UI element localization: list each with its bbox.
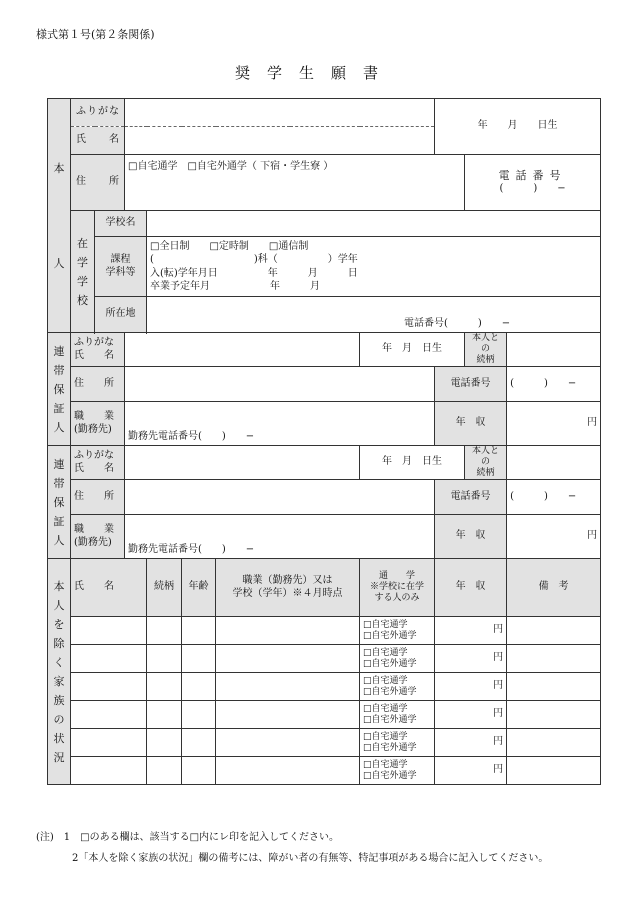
guarantor2-address-label: 住 所 — [71, 480, 125, 515]
family-income-cell[interactable]: 円 — [435, 729, 507, 757]
furigana-label: ふ り が な — [71, 99, 125, 127]
family-age-cell[interactable] — [182, 701, 216, 729]
family-remarks-cell[interactable] — [507, 617, 601, 645]
guarantor2-phone-field[interactable]: ( ) − — [507, 480, 601, 515]
family-row — [48, 729, 601, 757]
note-2: 2「本人を除く家族の状況」欄の備考には、障がい者の有無等、特記事項がある場合に記入してください。 — [72, 853, 549, 864]
family-row — [48, 757, 601, 785]
applicant-birth-date[interactable]: 年 月 日生 — [435, 99, 601, 155]
applicant-address-field[interactable] — [125, 155, 465, 211]
location-label: 所在地 — [95, 297, 147, 333]
guarantor2-income-label: 年 収 — [435, 515, 507, 559]
guarantor1-occupation-label: 職 業 (勤務先) — [71, 402, 125, 446]
family-header-relation: 続柄 — [147, 559, 182, 617]
course-field[interactable]: □全日制 □定時制 □通信制 ( )科（ ）学年 入(転)学年月日 年 月 日 卒業予定年月 年 月 — [147, 237, 601, 297]
guarantor2-relation-label: 本人との 続柄 — [465, 446, 507, 480]
guarantor2-relation-field[interactable] — [507, 446, 601, 480]
family-remarks-cell[interactable] — [507, 673, 601, 701]
applicant-section-label: 本 人 — [48, 99, 71, 333]
family-relation-cell[interactable] — [147, 673, 182, 701]
family-remarks-cell[interactable] — [507, 757, 601, 785]
school-section-label: 在 学 学 校 — [71, 211, 95, 333]
commute-options[interactable]: □自宅通学 □自宅外通学（ 下宿・学生寮 ） — [128, 161, 334, 172]
family-row — [48, 701, 601, 729]
application-form-table — [47, 98, 601, 785]
guarantor2-birth[interactable]: 年 月 日生 — [360, 446, 465, 480]
address-label: 住 所 — [71, 155, 125, 211]
guarantor2-income-field[interactable]: 円 — [507, 515, 601, 559]
guarantor1-income-label: 年 収 — [435, 402, 507, 446]
family-name-cell[interactable] — [71, 701, 147, 729]
guarantor1-relation-label: 本人との 続柄 — [465, 333, 507, 367]
family-commute-cell[interactable]: □自宅通学 □自宅外通学 — [360, 729, 435, 757]
guarantor2-section-label: 連 帯 保 証 人 — [48, 446, 71, 559]
family-header-occupation: 職業（勤務先）又は 学校（学年）※４月時点 — [216, 559, 360, 617]
family-income-cell[interactable]: 円 — [435, 701, 507, 729]
family-commute-cell[interactable]: □自宅通学 □自宅外通学 — [360, 645, 435, 673]
guarantor2-name-field[interactable] — [125, 446, 360, 480]
guarantor1-name-label: ふりがな 氏 名 — [71, 333, 125, 367]
family-commute-cell[interactable]: □自宅通学 □自宅外通学 — [360, 673, 435, 701]
guarantor1-income-field[interactable]: 円 — [507, 402, 601, 446]
guarantor1-address-label: 住 所 — [71, 367, 125, 402]
family-occupation-cell[interactable] — [216, 701, 360, 729]
family-occupation-cell[interactable] — [216, 673, 360, 701]
family-commute-cell[interactable]: □自宅通学 □自宅外通学 — [360, 701, 435, 729]
applicant-name-field[interactable] — [125, 127, 435, 155]
family-section-label: 本 人 を 除 く 家 族 の 状 況 — [48, 559, 71, 785]
family-income-cell[interactable]: 円 — [435, 757, 507, 785]
guarantor1-name-field[interactable] — [125, 333, 360, 367]
guarantor1-relation-field[interactable] — [507, 333, 601, 367]
family-occupation-cell[interactable] — [216, 757, 360, 785]
family-header-income: 年 収 — [435, 559, 507, 617]
family-remarks-cell[interactable] — [507, 645, 601, 673]
family-relation-cell[interactable] — [147, 617, 182, 645]
family-age-cell[interactable] — [182, 729, 216, 757]
family-commute-cell[interactable]: □自宅通学 □自宅外通学 — [360, 757, 435, 785]
family-relation-cell[interactable] — [147, 729, 182, 757]
guarantor1-work-phone[interactable]: 勤務先電話番号( ) − — [125, 402, 435, 446]
location-field[interactable]: 電話番号( ) − — [147, 297, 601, 333]
guarantor1-address-field[interactable] — [125, 367, 435, 402]
family-remarks-cell[interactable] — [507, 729, 601, 757]
family-income-cell[interactable]: 円 — [435, 645, 507, 673]
family-header-name: 氏 名 — [71, 559, 147, 617]
family-relation-cell[interactable] — [147, 701, 182, 729]
family-occupation-cell[interactable] — [216, 645, 360, 673]
family-remarks-cell[interactable] — [507, 701, 601, 729]
applicant-furigana-field[interactable] — [125, 99, 435, 127]
guarantor2-work-phone[interactable]: 勤務先電話番号( ) − — [125, 515, 435, 559]
family-occupation-cell[interactable] — [216, 729, 360, 757]
family-name-cell[interactable] — [71, 617, 147, 645]
family-name-cell[interactable] — [71, 757, 147, 785]
family-name-cell[interactable] — [71, 729, 147, 757]
family-row — [48, 645, 601, 673]
family-age-cell[interactable] — [182, 617, 216, 645]
family-name-cell[interactable] — [71, 645, 147, 673]
family-row — [48, 617, 601, 645]
family-commute-cell[interactable]: □自宅通学 □自宅外通学 — [360, 617, 435, 645]
page-title: 奨学生願書 — [234, 64, 395, 82]
family-age-cell[interactable] — [182, 673, 216, 701]
family-header-age: 年齢 — [182, 559, 216, 617]
family-occupation-cell[interactable] — [216, 617, 360, 645]
school-name-label: 学校名 — [95, 211, 147, 237]
family-relation-cell[interactable] — [147, 645, 182, 673]
guarantor1-phone-field[interactable]: ( ) − — [507, 367, 601, 402]
family-header-commute: 通 学 ※学校に在学 する人のみ — [360, 559, 435, 617]
guarantor2-address-field[interactable] — [125, 480, 435, 515]
school-name-field[interactable] — [147, 211, 601, 237]
guarantor2-name-label: ふりがな 氏 名 — [71, 446, 125, 480]
family-name-cell[interactable] — [71, 673, 147, 701]
guarantor2-occupation-label: 職 業 (勤務先) — [71, 515, 125, 559]
course-label: 課程 学科等 — [95, 237, 147, 297]
family-relation-cell[interactable] — [147, 757, 182, 785]
note-1: (注) 1 □のある欄は、該当する□内にレ印を記入してください。 — [36, 832, 340, 843]
applicant-phone[interactable]: 電話番号 ( ) − — [465, 155, 601, 211]
guarantor2-phone-label: 電話番号 — [435, 480, 507, 515]
family-row — [48, 673, 601, 701]
family-income-cell[interactable]: 円 — [435, 673, 507, 701]
family-age-cell[interactable] — [182, 757, 216, 785]
guarantor1-section-label: 連 帯 保 証 人 — [48, 333, 71, 446]
family-age-cell[interactable] — [182, 645, 216, 673]
family-header-remarks: 備 考 — [507, 559, 601, 617]
form-number: 様式第１号(第２条関係) — [36, 28, 155, 41]
guarantor1-birth[interactable]: 年 月 日生 — [360, 333, 465, 367]
name-label: 氏 名 — [71, 127, 125, 155]
guarantor1-phone-label: 電話番号 — [435, 367, 507, 402]
family-income-cell[interactable]: 円 — [435, 617, 507, 645]
